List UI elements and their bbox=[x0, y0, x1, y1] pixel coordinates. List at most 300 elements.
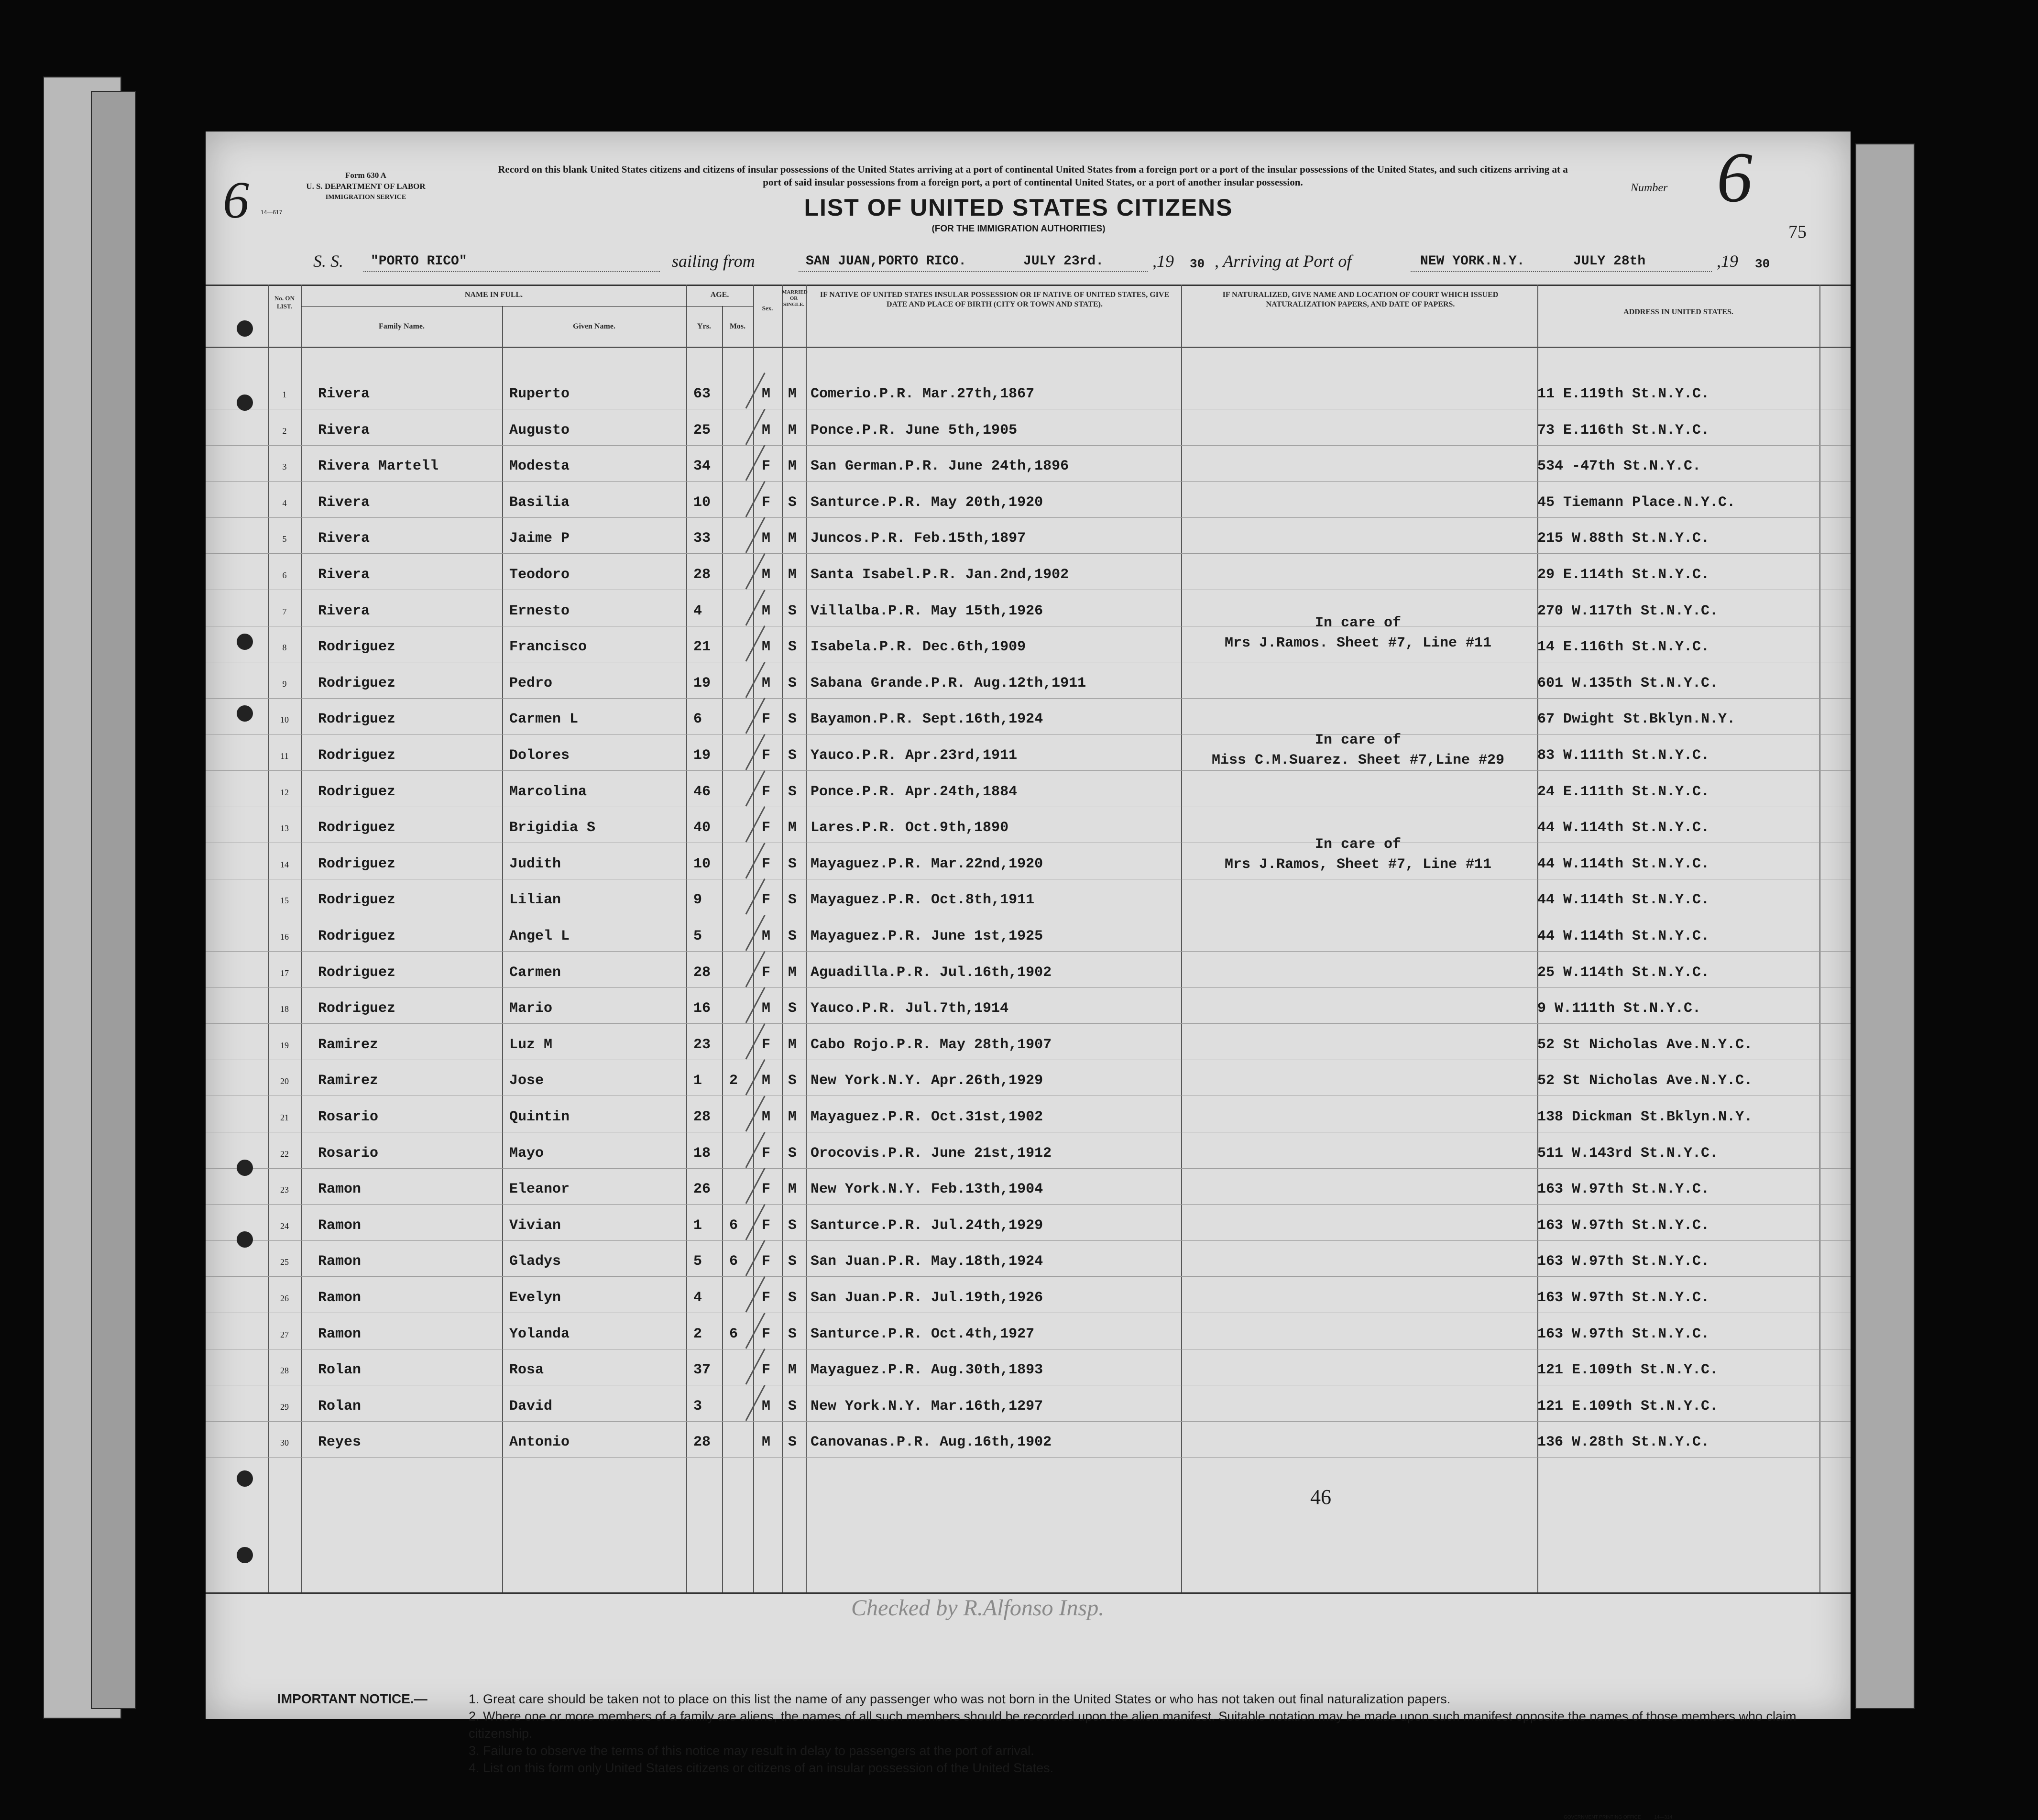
sex-cell: F bbox=[762, 855, 771, 872]
given-name-cell: Basilia bbox=[509, 494, 570, 511]
given-name-cell: Antonio bbox=[509, 1434, 570, 1451]
table-row bbox=[206, 375, 1851, 412]
address-cell: 83 W.111th St.N.Y.C. bbox=[1537, 747, 1710, 764]
marital-status-cell: M bbox=[788, 1036, 797, 1053]
departure-year: 30 bbox=[1190, 257, 1205, 271]
family-name-cell: Rolan bbox=[318, 1362, 362, 1379]
printer-name: GOVERNMENT PRINTING OFFICE bbox=[1564, 1815, 1641, 1820]
row-rule bbox=[206, 770, 1851, 771]
age-years-cell: 2 bbox=[693, 1326, 702, 1342]
page-title: LIST OF UNITED STATES CITIZENS bbox=[804, 194, 1233, 221]
given-name-cell: Gladys bbox=[509, 1253, 561, 1270]
col-address: ADDRESS IN UNITED STATES. bbox=[1623, 308, 1733, 316]
age-years-cell: 34 bbox=[693, 458, 711, 475]
given-name-cell: Eleanor bbox=[509, 1181, 570, 1198]
family-name-cell: Rodriguez bbox=[318, 964, 396, 981]
row-number: 29 bbox=[280, 1402, 289, 1412]
table-row bbox=[206, 1026, 1851, 1063]
marital-status-cell: S bbox=[788, 1217, 797, 1234]
table-row bbox=[206, 1135, 1851, 1171]
service-name: IMMIGRATION SERVICE bbox=[325, 194, 406, 201]
birth-cell: New York.N.Y. Mar.16th,1297 bbox=[811, 1398, 1043, 1414]
address-cell: 138 Dickman St.Bklyn.N.Y. bbox=[1537, 1109, 1753, 1125]
given-name-cell: Jaime P bbox=[509, 530, 570, 547]
naturalization-note-row-4 bbox=[1191, 613, 1525, 653]
family-name-cell: Ramon bbox=[318, 1181, 362, 1198]
table-row bbox=[206, 737, 1851, 773]
age-years-cell: 1 bbox=[693, 1073, 702, 1089]
birth-cell: Cabo Rojo.P.R. May 28th,1907 bbox=[811, 1036, 1052, 1053]
arrival-year-prefix: ,19 bbox=[1717, 252, 1738, 271]
address-cell: 52 St Nicholas Ave.N.Y.C. bbox=[1537, 1073, 1753, 1089]
given-name-cell: Ruperto bbox=[509, 386, 570, 402]
age-months-cell: 6 bbox=[729, 1253, 738, 1270]
address-cell: 29 E.114th St.N.Y.C. bbox=[1537, 567, 1710, 583]
given-name-cell: Modesta bbox=[509, 458, 570, 475]
table-row bbox=[206, 845, 1851, 882]
table-row bbox=[206, 1351, 1851, 1388]
sex-cell: F bbox=[762, 1253, 771, 1270]
age-years-cell: 6 bbox=[693, 711, 702, 728]
age-months-cell: 6 bbox=[729, 1217, 738, 1234]
row-rule bbox=[206, 1204, 1851, 1205]
row-number: 1 bbox=[282, 390, 287, 399]
age-years-cell: 10 bbox=[693, 855, 711, 872]
address-cell: 9 W.111th St.N.Y.C. bbox=[1537, 1000, 1701, 1017]
marital-status-cell: M bbox=[788, 530, 797, 547]
sex-cell: F bbox=[762, 1326, 771, 1342]
row-number: 5 bbox=[282, 534, 287, 544]
address-cell: 163 W.97th St.N.Y.C. bbox=[1537, 1217, 1710, 1234]
birth-cell: Ponce.P.R. Apr.24th,1884 bbox=[811, 783, 1018, 800]
row-number: 24 bbox=[280, 1221, 289, 1231]
sex-cell: F bbox=[762, 820, 771, 836]
age-years-cell: 46 bbox=[693, 783, 711, 800]
birth-cell: Lares.P.R. Oct.9th,1890 bbox=[811, 820, 1009, 836]
marital-status-cell: S bbox=[788, 783, 797, 800]
birth-cell: Yauco.P.R. Jul.7th,1914 bbox=[811, 1000, 1009, 1017]
sex-cell: F bbox=[762, 1036, 771, 1053]
address-cell: 136 W.28th St.N.Y.C. bbox=[1537, 1434, 1710, 1451]
sex-cell: M bbox=[762, 1073, 771, 1089]
sex-cell: F bbox=[762, 1217, 771, 1234]
age-years-cell: 9 bbox=[693, 892, 702, 909]
family-name-cell: Rodriguez bbox=[318, 783, 396, 800]
table-row bbox=[206, 1171, 1851, 1207]
table-row bbox=[206, 412, 1851, 448]
given-name-cell: Ernesto bbox=[509, 603, 570, 619]
arrival-underline bbox=[1411, 271, 1712, 272]
col-age: AGE. bbox=[710, 291, 729, 299]
birth-cell: Comerio.P.R. Mar.27th,1867 bbox=[811, 386, 1035, 402]
table-row bbox=[206, 484, 1851, 520]
age-years-cell: 16 bbox=[693, 1000, 711, 1017]
marital-status-cell: M bbox=[788, 458, 797, 475]
address-cell: 215 W.88th St.N.Y.C. bbox=[1537, 530, 1710, 547]
address-cell: 73 E.116th St.N.Y.C. bbox=[1537, 422, 1710, 439]
row-number: 12 bbox=[280, 787, 289, 797]
address-cell: 52 St Nicholas Ave.N.Y.C. bbox=[1537, 1036, 1753, 1053]
note-line: Mrs J.Ramos, Sheet #7, Line #11 bbox=[1224, 856, 1492, 873]
marital-status-cell: S bbox=[788, 675, 797, 691]
binding-hole bbox=[237, 705, 253, 722]
sex-cell: M bbox=[762, 928, 771, 944]
given-name-cell: Pedro bbox=[509, 675, 553, 691]
marital-status-cell: M bbox=[788, 964, 797, 981]
age-years-cell: 19 bbox=[693, 675, 711, 691]
form-instructions: Record on this blank United States citizens and citizens of insular possessions of the United States arriving at a port of continental United States from a foreign port or a port of the insular possessions of the United States, and such citizens arriving at a port of said insular possessions from a foreign port, a port of continental United States, or a port of another insular possession. bbox=[498, 164, 1568, 188]
row-rule bbox=[206, 698, 1851, 699]
ship-name: "PORTO RICO" bbox=[371, 254, 467, 269]
marital-status-cell: S bbox=[788, 1290, 797, 1306]
address-cell: 163 W.97th St.N.Y.C. bbox=[1537, 1181, 1710, 1198]
row-rule bbox=[206, 1023, 1851, 1024]
marital-status-cell: S bbox=[788, 892, 797, 909]
family-name-cell: Rivera Martell bbox=[318, 458, 439, 475]
row-number: 4 bbox=[282, 498, 287, 508]
sailing-label: sailing from bbox=[672, 252, 755, 271]
manifest-table bbox=[206, 285, 1851, 1609]
birth-cell: Santurce.P.R. May 20th,1920 bbox=[811, 494, 1043, 511]
arrival-port: NEW YORK.N.Y. bbox=[1420, 254, 1525, 269]
form-header-left bbox=[289, 170, 442, 203]
binding-hole bbox=[237, 395, 253, 411]
col-no: No. ON LIST. bbox=[274, 295, 295, 310]
row-rule bbox=[206, 553, 1851, 554]
sex-cell: F bbox=[762, 783, 771, 800]
given-name-cell: Judith bbox=[509, 855, 561, 872]
table-row bbox=[206, 918, 1851, 954]
row-number: 13 bbox=[280, 823, 289, 833]
row-number: 26 bbox=[280, 1294, 289, 1303]
age-subheader-rule bbox=[686, 306, 753, 307]
age-years-cell: 4 bbox=[693, 1290, 702, 1306]
col-yrs: Yrs. bbox=[697, 322, 711, 330]
page-subtitle: (FOR THE IMMIGRATION AUTHORITIES) bbox=[931, 224, 1106, 234]
handwritten-sheet-number: 6 bbox=[1717, 138, 1753, 217]
marital-status-cell: S bbox=[788, 639, 797, 656]
table-row bbox=[206, 1279, 1851, 1316]
birth-cell: New York.N.Y. Feb.13th,1904 bbox=[811, 1181, 1043, 1198]
marital-status-cell: S bbox=[788, 747, 797, 764]
given-name-cell: Lilian bbox=[509, 892, 561, 909]
birth-cell: Santa Isabel.P.R. Jan.2nd,1902 bbox=[811, 567, 1069, 583]
family-name-cell: Rodriguez bbox=[318, 675, 396, 691]
sex-cell: M bbox=[762, 639, 771, 656]
family-name-cell: Rosario bbox=[318, 1145, 379, 1162]
table-row bbox=[206, 665, 1851, 701]
table-row bbox=[206, 556, 1851, 592]
address-cell: 601 W.135th St.N.Y.C. bbox=[1537, 675, 1719, 691]
table-row bbox=[206, 1424, 1851, 1460]
birth-cell: Mayaguez.P.R. Aug.30th,1893 bbox=[811, 1362, 1043, 1379]
address-cell: 44 W.114th St.N.Y.C. bbox=[1537, 820, 1710, 836]
birth-cell: Canovanas.P.R. Aug.16th,1902 bbox=[811, 1434, 1052, 1451]
sex-cell: F bbox=[762, 1181, 771, 1198]
notice-item: 1. Great care should be taken not to place on this list the name of any passenger who was not born in the United States or who has not taken out final naturalization papers. bbox=[469, 1692, 1451, 1706]
binding-hole bbox=[237, 1547, 253, 1563]
sex-cell: F bbox=[762, 711, 771, 728]
number-label: Number bbox=[1631, 182, 1668, 194]
address-cell: 163 W.97th St.N.Y.C. bbox=[1537, 1326, 1710, 1342]
address-cell: 24 E.111th St.N.Y.C. bbox=[1537, 783, 1710, 800]
age-years-cell: 40 bbox=[693, 820, 711, 836]
sex-cell: M bbox=[762, 1000, 771, 1017]
row-number: 7 bbox=[282, 606, 287, 616]
arrival-date: JULY 28th bbox=[1573, 254, 1646, 269]
binding-hole bbox=[237, 1231, 253, 1248]
manifest-page bbox=[206, 132, 1851, 1820]
row-number: 6 bbox=[282, 570, 287, 580]
department-name: U. S. DEPARTMENT OF LABOR bbox=[306, 182, 426, 191]
birth-cell: Villalba.P.R. May 15th,1926 bbox=[811, 603, 1043, 619]
form-number: Form 630 A bbox=[345, 171, 386, 180]
marital-status-cell: S bbox=[788, 603, 797, 619]
age-years-cell: 19 bbox=[693, 747, 711, 764]
book-page-stack-inner bbox=[91, 91, 136, 1709]
table-bottom-rule bbox=[206, 1592, 1851, 1594]
sex-cell: F bbox=[762, 964, 771, 981]
table-row bbox=[206, 1243, 1851, 1279]
age-years-cell: 1 bbox=[693, 1217, 702, 1234]
family-name-cell: Rivera bbox=[318, 494, 370, 511]
address-cell: 270 W.117th St.N.Y.C. bbox=[1537, 603, 1719, 619]
birth-cell: San German.P.R. June 24th,1896 bbox=[811, 458, 1069, 475]
birth-cell: Juncos.P.R. Feb.15th,1897 bbox=[811, 530, 1026, 547]
address-cell: 44 W.114th St.N.Y.C. bbox=[1537, 892, 1710, 909]
notice-items bbox=[469, 1690, 1827, 1776]
sex-cell: M bbox=[762, 1398, 771, 1414]
family-name-cell: Rivera bbox=[318, 386, 370, 402]
family-name-cell: Rodriguez bbox=[318, 928, 396, 944]
departure-date: JULY 23rd. bbox=[1023, 254, 1104, 269]
birth-cell: Bayamon.P.R. Sept.16th,1924 bbox=[811, 711, 1043, 728]
note-line: In care of bbox=[1315, 732, 1402, 748]
note-line: In care of bbox=[1315, 836, 1402, 853]
sex-cell: F bbox=[762, 892, 771, 909]
table-row bbox=[206, 520, 1851, 556]
row-rule bbox=[206, 1457, 1851, 1458]
birth-cell: Santurce.P.R. Oct.4th,1927 bbox=[811, 1326, 1035, 1342]
row-rule bbox=[206, 734, 1851, 735]
given-name-cell: Dolores bbox=[509, 747, 570, 764]
binding-hole bbox=[237, 1160, 253, 1176]
binding-hole bbox=[237, 320, 253, 337]
marital-status-cell: M bbox=[788, 820, 797, 836]
address-cell: 11 E.119th St.N.Y.C. bbox=[1537, 386, 1710, 402]
family-name-cell: Rodriguez bbox=[318, 711, 396, 728]
form-code: 14—617 bbox=[261, 209, 283, 216]
table-row bbox=[206, 809, 1851, 845]
row-number: 9 bbox=[282, 679, 287, 689]
given-name-cell: Vivian bbox=[509, 1217, 561, 1234]
marital-status-cell: S bbox=[788, 1000, 797, 1017]
family-name-cell: Rodriguez bbox=[318, 892, 396, 909]
table-row bbox=[206, 1316, 1851, 1352]
table-top-rule bbox=[206, 285, 1851, 286]
family-name-cell: Ramon bbox=[318, 1253, 362, 1270]
given-name-cell: Luz M bbox=[509, 1036, 553, 1053]
family-name-cell: Rodriguez bbox=[318, 1000, 396, 1017]
marital-status-cell: S bbox=[788, 1145, 797, 1162]
row-number: 3 bbox=[282, 462, 287, 472]
age-years-cell: 4 bbox=[693, 603, 702, 619]
given-name-cell: Rosa bbox=[509, 1362, 544, 1379]
col-birth: IF NATIVE OF UNITED STATES INSULAR POSSESSION OR IF NATIVE OF UNITED STATES, GIVE DATE AND PLACE OF BIRTH (CITY OR TOWN AND STATE). bbox=[820, 291, 1170, 308]
row-rule bbox=[206, 445, 1851, 446]
family-name-cell: Rodriguez bbox=[318, 639, 396, 656]
address-cell: 14 E.116th St.N.Y.C. bbox=[1537, 639, 1710, 656]
ss-label: S. S. bbox=[313, 252, 343, 271]
row-number: 28 bbox=[280, 1366, 289, 1376]
notice-item: 3. Failure to observe the terms of this notice may result in delay to passengers at the port of arrival. bbox=[469, 1743, 1034, 1758]
family-name-cell: Ramirez bbox=[318, 1073, 379, 1089]
birth-cell: Mayaguez.P.R. Mar.22nd,1920 bbox=[811, 855, 1043, 872]
sex-cell: F bbox=[762, 1290, 771, 1306]
given-name-cell: Teodoro bbox=[509, 567, 570, 583]
row-number: 22 bbox=[280, 1149, 289, 1159]
family-name-cell: Rodriguez bbox=[318, 747, 396, 764]
family-name-cell: Rivera bbox=[318, 422, 370, 439]
row-number: 14 bbox=[280, 859, 289, 869]
given-name-cell: Carmen bbox=[509, 964, 561, 981]
row-number: 10 bbox=[280, 715, 289, 725]
age-years-cell: 5 bbox=[693, 1253, 702, 1270]
age-years-cell: 28 bbox=[693, 1434, 711, 1451]
age-years-cell: 21 bbox=[693, 639, 711, 656]
sex-cell: F bbox=[762, 1145, 771, 1162]
note-line: In care of bbox=[1315, 615, 1402, 631]
given-name-cell: Francisco bbox=[509, 639, 587, 656]
marital-status-cell: M bbox=[788, 1109, 797, 1125]
row-number: 2 bbox=[282, 426, 287, 436]
table-row bbox=[206, 1207, 1851, 1243]
birth-cell: Aguadilla.P.R. Jul.16th,1902 bbox=[811, 964, 1052, 981]
age-years-cell: 5 bbox=[693, 928, 702, 944]
row-number: 15 bbox=[280, 896, 289, 906]
marital-status-cell: S bbox=[788, 1434, 797, 1451]
table-row bbox=[206, 773, 1851, 810]
row-rule bbox=[206, 1240, 1851, 1241]
given-name-cell: Evelyn bbox=[509, 1290, 561, 1306]
marital-status-cell: S bbox=[788, 711, 797, 728]
note-line: Mrs J.Ramos. Sheet #7, Line #11 bbox=[1224, 635, 1492, 651]
birth-cell: Ponce.P.R. June 5th,1905 bbox=[811, 422, 1018, 439]
family-name-cell: Rosario bbox=[318, 1109, 379, 1125]
age-years-cell: 28 bbox=[693, 567, 711, 583]
arriving-label: , Arriving at Port of bbox=[1215, 252, 1352, 271]
col-naturalized: IF NATURALIZED, GIVE NAME AND LOCATION OF COURT WHICH ISSUED NATURALIZATION PAPERS, AND DATE OF PAPERS. bbox=[1222, 291, 1499, 308]
row-number: 21 bbox=[280, 1113, 289, 1122]
age-years-cell: 33 bbox=[693, 530, 711, 547]
note-line: Miss C.M.Suarez. Sheet #7,Line #29 bbox=[1211, 752, 1505, 768]
handwritten-left-number: 6 bbox=[223, 171, 249, 229]
inspector-note: Checked by R.Alfonso Insp. bbox=[851, 1595, 1105, 1621]
departure-underline bbox=[799, 271, 1148, 272]
marital-status-cell: S bbox=[788, 494, 797, 511]
birth-cell: Santurce.P.R. Jul.24th,1929 bbox=[811, 1217, 1043, 1234]
row-number: 27 bbox=[280, 1329, 289, 1339]
birth-cell: Sabana Grande.P.R. Aug.12th,1911 bbox=[811, 675, 1086, 691]
birth-cell: Yauco.P.R. Apr.23rd,1911 bbox=[811, 747, 1018, 764]
table-row bbox=[206, 1388, 1851, 1424]
family-name-cell: Rolan bbox=[318, 1398, 362, 1414]
sex-cell: M bbox=[762, 567, 771, 583]
age-years-cell: 25 bbox=[693, 422, 711, 439]
age-years-cell: 23 bbox=[693, 1036, 711, 1053]
row-number: 25 bbox=[280, 1257, 289, 1267]
row-rule bbox=[206, 1168, 1851, 1169]
birth-cell: Orocovis.P.R. June 21st,1912 bbox=[811, 1145, 1052, 1162]
family-name-cell: Ramon bbox=[318, 1326, 362, 1342]
given-name-cell: Yolanda bbox=[509, 1326, 570, 1342]
row-number: 19 bbox=[280, 1040, 289, 1050]
family-name-cell: Rivera bbox=[318, 567, 370, 583]
col-mos: Mos. bbox=[729, 322, 746, 330]
age-months-cell: 6 bbox=[729, 1326, 738, 1342]
given-name-cell: David bbox=[509, 1398, 553, 1414]
row-rule bbox=[206, 1421, 1851, 1422]
given-name-cell: Quintin bbox=[509, 1109, 570, 1125]
address-cell: 534 -47th St.N.Y.C. bbox=[1537, 458, 1701, 475]
address-cell: 44 W.114th St.N.Y.C. bbox=[1537, 928, 1710, 944]
sex-cell: F bbox=[762, 494, 771, 511]
age-years-cell: 28 bbox=[693, 1109, 711, 1125]
family-name-cell: Rodriguez bbox=[318, 820, 396, 836]
table-row bbox=[206, 954, 1851, 990]
table-row bbox=[206, 1062, 1851, 1098]
sex-cell: M bbox=[762, 422, 771, 439]
sex-cell: F bbox=[762, 1362, 771, 1379]
given-name-cell: Angel L bbox=[509, 928, 570, 944]
marital-status-cell: M bbox=[788, 386, 797, 402]
sex-cell: M bbox=[762, 675, 771, 691]
age-years-cell: 3 bbox=[693, 1398, 702, 1414]
birth-cell: Isabela.P.R. Dec.6th,1909 bbox=[811, 639, 1026, 656]
address-cell: 511 W.143rd St.N.Y.C. bbox=[1537, 1145, 1719, 1162]
birth-cell: New York.N.Y. Apr.26th,1929 bbox=[811, 1073, 1043, 1089]
table-row bbox=[206, 628, 1851, 665]
marital-status-cell: S bbox=[788, 1073, 797, 1089]
row-rule bbox=[206, 987, 1851, 988]
page-number: 75 bbox=[1788, 222, 1807, 242]
col-married-single: MARRIED OR SINGLE. bbox=[782, 289, 808, 307]
given-name-cell: Augusto bbox=[509, 422, 570, 439]
row-number: 17 bbox=[280, 968, 289, 978]
table-row bbox=[206, 701, 1851, 737]
family-name-cell: Ramon bbox=[318, 1217, 362, 1234]
row-number: 20 bbox=[280, 1076, 289, 1086]
marital-status-cell: S bbox=[788, 855, 797, 872]
sex-cell: F bbox=[762, 458, 771, 475]
marital-status-cell: M bbox=[788, 1181, 797, 1198]
row-rule bbox=[206, 1276, 1851, 1277]
address-cell: 44 W.114th St.N.Y.C. bbox=[1537, 855, 1710, 872]
family-name-cell: Reyes bbox=[318, 1434, 362, 1451]
age-months-cell: 2 bbox=[729, 1073, 738, 1089]
given-name-cell: Brigidia S bbox=[509, 820, 596, 836]
notice-item: 2. Where one or more members of a family are aliens, the names of all such members should be recorded upon the alien manifest. Suitable notation may be made upon such manifest opposite the names of those members who claim citizenship. bbox=[469, 1709, 1797, 1741]
col-family-name: Family Name. bbox=[379, 322, 425, 330]
sex-cell: M bbox=[762, 1109, 771, 1125]
given-name-cell: Marcolina bbox=[509, 783, 587, 800]
age-years-cell: 63 bbox=[693, 386, 711, 402]
sex-cell: M bbox=[762, 1434, 771, 1451]
given-name-cell: Mayo bbox=[509, 1145, 544, 1162]
address-cell: 121 E.109th St.N.Y.C. bbox=[1537, 1362, 1719, 1379]
row-number: 11 bbox=[280, 751, 289, 761]
table-row bbox=[206, 881, 1851, 918]
